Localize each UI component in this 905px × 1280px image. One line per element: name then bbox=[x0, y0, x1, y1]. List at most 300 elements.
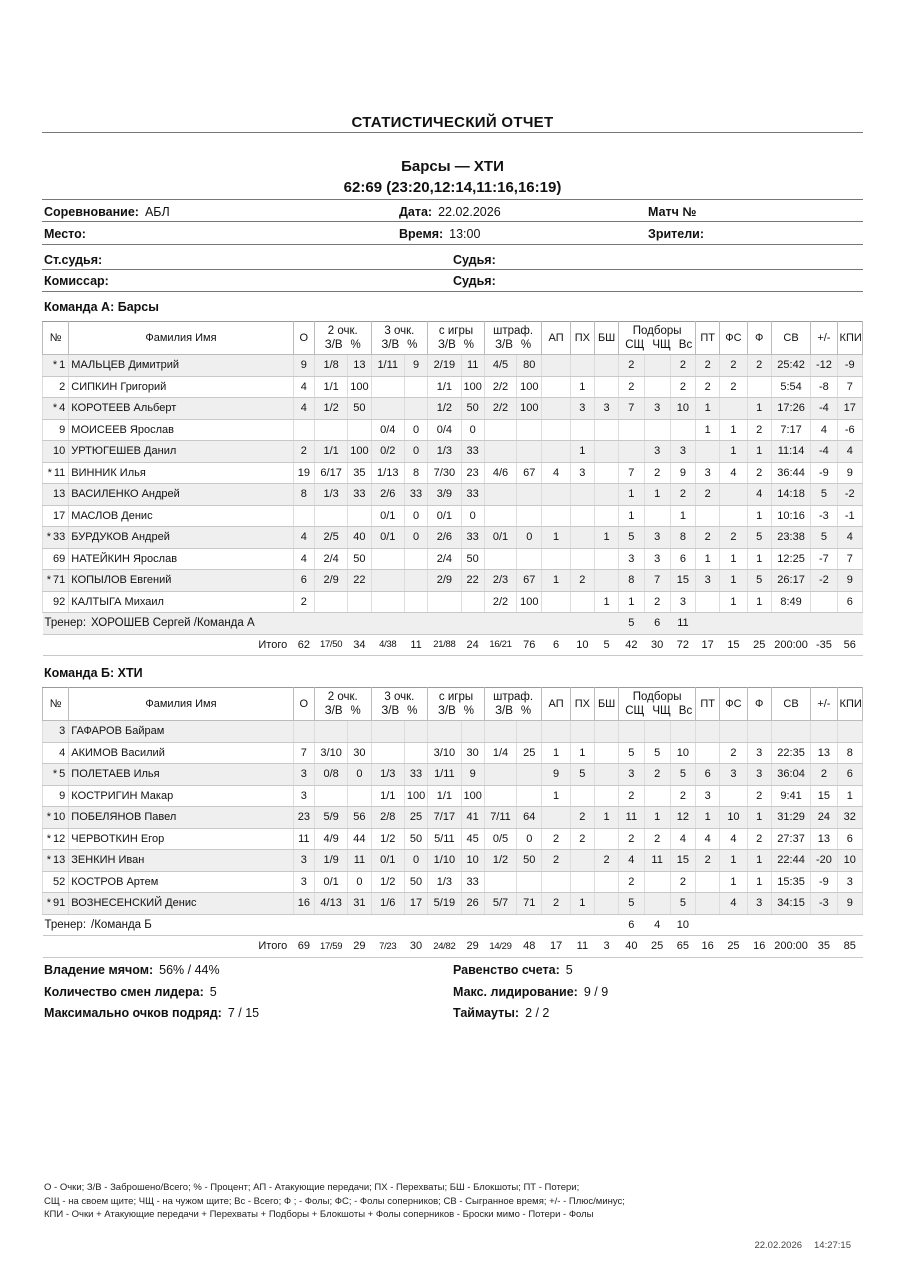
stat-pf: 3 bbox=[747, 893, 771, 915]
stat-min: 22:44 bbox=[771, 850, 810, 872]
stat-min: 22:35 bbox=[771, 742, 810, 764]
team-a-title: Команда А: Барсы bbox=[44, 300, 159, 314]
stat-pm: -3 bbox=[811, 893, 837, 915]
player-number bbox=[43, 871, 69, 893]
stat-fg3m: 1/13 bbox=[371, 462, 404, 484]
stat-pts: 11 bbox=[293, 828, 314, 850]
stat-blk bbox=[594, 484, 618, 506]
total-pts: 62 bbox=[293, 634, 314, 656]
jersey-number: 10 bbox=[53, 811, 66, 824]
stat-oreb bbox=[644, 355, 670, 377]
stat-pts: 2 bbox=[293, 441, 314, 463]
stat-eff: 6 bbox=[837, 828, 862, 850]
stat-ftp: 64 bbox=[517, 807, 542, 829]
stat-to: 6 bbox=[696, 764, 720, 786]
stat-oreb: 7 bbox=[644, 570, 670, 592]
player-name: ВАСИЛЕНКО Андрей bbox=[69, 484, 293, 506]
stat-dreb: 11 bbox=[619, 807, 644, 829]
stat-pm: 13 bbox=[811, 742, 837, 764]
stat-fd: 1 bbox=[720, 591, 747, 613]
stat-fg3p: 0 bbox=[404, 441, 427, 463]
player-row bbox=[43, 850, 863, 872]
commissioner-field bbox=[44, 274, 115, 288]
competition-value: АБЛ bbox=[144, 205, 170, 219]
col-pm: +/- bbox=[811, 688, 837, 721]
stat-fg3p bbox=[404, 742, 427, 764]
player-row bbox=[43, 591, 863, 613]
stat-pf: 2 bbox=[747, 828, 771, 850]
col-fd: ФС bbox=[720, 688, 747, 721]
info-divider-3 bbox=[42, 269, 863, 270]
coach-cell bbox=[43, 613, 619, 635]
coach-treb: 11 bbox=[670, 613, 695, 635]
player-name: БУРДУКОВ Андрей bbox=[69, 527, 293, 549]
stat-pf bbox=[747, 376, 771, 398]
stat-ast bbox=[542, 871, 570, 893]
stat-fg2p: 40 bbox=[348, 527, 371, 549]
stat-ftm bbox=[484, 419, 516, 441]
stat-pts: 16 bbox=[293, 893, 314, 915]
stat-oreb: 1 bbox=[644, 484, 670, 506]
stat-to bbox=[696, 893, 720, 915]
stat-to bbox=[696, 721, 720, 743]
stat-min: 7:17 bbox=[771, 419, 810, 441]
total-ftm: 16/21 bbox=[484, 634, 516, 656]
jersey-number: 11 bbox=[53, 466, 66, 479]
stat-oreb bbox=[644, 505, 670, 527]
stat-oreb: 2 bbox=[644, 591, 670, 613]
stat-blk bbox=[594, 828, 618, 850]
stat-treb: 3 bbox=[670, 441, 695, 463]
stat-ftm: 7/11 bbox=[484, 807, 516, 829]
total-dreb: 42 bbox=[619, 634, 644, 656]
stat-blk bbox=[594, 441, 618, 463]
total-to: 17 bbox=[696, 634, 720, 656]
stat-dreb bbox=[619, 721, 644, 743]
stat-fd: 3 bbox=[720, 764, 747, 786]
stat-stl: 5 bbox=[570, 764, 594, 786]
stat-fgp: 0 bbox=[461, 419, 484, 441]
stat-fg3m bbox=[371, 398, 404, 420]
stat-min: 31:29 bbox=[771, 807, 810, 829]
max-lead-field bbox=[453, 985, 608, 999]
stat-fd: 1 bbox=[720, 441, 747, 463]
player-number bbox=[43, 527, 69, 549]
stat-min: 23:38 bbox=[771, 527, 810, 549]
stat-fgm: 3/9 bbox=[428, 484, 461, 506]
stat-ftm: 2/3 bbox=[484, 570, 516, 592]
stat-fg2m bbox=[314, 785, 347, 807]
stat-fg2m bbox=[314, 591, 347, 613]
stat-fgm: 1/3 bbox=[428, 871, 461, 893]
stat-min: 8:49 bbox=[771, 591, 810, 613]
stat-fg2m: 0/8 bbox=[314, 764, 347, 786]
starter-mark: * bbox=[46, 897, 52, 910]
total-blk: 5 bbox=[594, 634, 618, 656]
jersey-number: 1 bbox=[59, 359, 66, 372]
stat-eff: 3 bbox=[837, 871, 862, 893]
stat-stl: 3 bbox=[570, 398, 594, 420]
stat-min: 34:15 bbox=[771, 893, 810, 915]
stat-pm: -20 bbox=[811, 850, 837, 872]
stat-fgp bbox=[461, 591, 484, 613]
total-eff: 85 bbox=[837, 936, 862, 958]
total-pm: -35 bbox=[811, 634, 837, 656]
stat-oreb: 5 bbox=[644, 742, 670, 764]
stat-fgm: 7/30 bbox=[428, 462, 461, 484]
empty-cell bbox=[837, 613, 862, 635]
total-stl: 10 bbox=[570, 634, 594, 656]
total-fgp: 29 bbox=[461, 936, 484, 958]
stat-stl: 3 bbox=[570, 462, 594, 484]
stat-pm: 4 bbox=[811, 419, 837, 441]
stat-fg2m: 1/3 bbox=[314, 484, 347, 506]
stat-stl: 1 bbox=[570, 376, 594, 398]
stat-dreb: 5 bbox=[619, 893, 644, 915]
empty-cell bbox=[771, 613, 810, 635]
stat-pts: 3 bbox=[293, 871, 314, 893]
stat-to bbox=[696, 441, 720, 463]
coach-dreb: 5 bbox=[619, 613, 644, 635]
stat-to bbox=[696, 505, 720, 527]
total-label: Итого bbox=[43, 936, 294, 958]
stat-pm: -7 bbox=[811, 548, 837, 570]
stat-blk: 1 bbox=[594, 527, 618, 549]
stat-ftp: 71 bbox=[517, 893, 542, 915]
stat-fgm: 2/4 bbox=[428, 548, 461, 570]
stat-blk bbox=[594, 548, 618, 570]
player-number bbox=[43, 484, 69, 506]
stat-ftm: 0/1 bbox=[484, 527, 516, 549]
time-field bbox=[399, 227, 480, 241]
jersey-number: 3 bbox=[59, 725, 66, 738]
stat-to: 2 bbox=[696, 355, 720, 377]
stat-fg2m bbox=[314, 505, 347, 527]
stat-treb bbox=[670, 721, 695, 743]
player-name: ПОБЕЛЯНОВ Павел bbox=[69, 807, 293, 829]
starter-mark: * bbox=[52, 768, 58, 781]
stat-fgp: 33 bbox=[461, 527, 484, 549]
stat-to bbox=[696, 591, 720, 613]
stat-pm: 13 bbox=[811, 828, 837, 850]
print-date: 22.02.2026 bbox=[754, 1240, 803, 1251]
stat-pf: 3 bbox=[747, 764, 771, 786]
player-number bbox=[43, 807, 69, 829]
starter-mark: * bbox=[52, 359, 58, 372]
stat-treb: 15 bbox=[670, 570, 695, 592]
stat-fg3p: 100 bbox=[404, 785, 427, 807]
player-number bbox=[43, 742, 69, 764]
possession-value: 56% / 44% bbox=[159, 963, 220, 977]
stat-min: 9:41 bbox=[771, 785, 810, 807]
jersey-number: 13 bbox=[53, 854, 66, 867]
starter-mark: * bbox=[46, 854, 52, 867]
stat-pf: 1 bbox=[747, 591, 771, 613]
stat-fgm: 1/10 bbox=[428, 850, 461, 872]
total-dreb: 40 bbox=[619, 936, 644, 958]
stat-fg2m: 1/1 bbox=[314, 441, 347, 463]
max-run-field bbox=[44, 1006, 259, 1020]
stat-fd: 10 bbox=[720, 807, 747, 829]
stat-eff: 32 bbox=[837, 807, 862, 829]
stat-stl: 2 bbox=[570, 570, 594, 592]
stat-ftm: 2/2 bbox=[484, 398, 516, 420]
col-reb: Подборы СЩ ЧЩ Вс bbox=[619, 322, 696, 355]
stat-fg3p: 33 bbox=[404, 484, 427, 506]
player-name: ПОЛЕТАЕВ Илья bbox=[69, 764, 293, 786]
stat-stl bbox=[570, 591, 594, 613]
team-b-title: Команда Б: ХТИ bbox=[44, 666, 143, 680]
player-row bbox=[43, 441, 863, 463]
stat-treb: 4 bbox=[670, 828, 695, 850]
stat-dreb: 2 bbox=[619, 871, 644, 893]
stat-pf: 1 bbox=[747, 505, 771, 527]
stat-fd: 2 bbox=[720, 742, 747, 764]
col-to: ПТ bbox=[696, 688, 720, 721]
stat-fg2m: 4/9 bbox=[314, 828, 347, 850]
stat-stl bbox=[570, 484, 594, 506]
player-name: ВИННИК Илья bbox=[69, 462, 293, 484]
stat-fg2p: 31 bbox=[348, 893, 371, 915]
stat-pf bbox=[747, 721, 771, 743]
stat-fgm: 2/6 bbox=[428, 527, 461, 549]
stat-to: 2 bbox=[696, 527, 720, 549]
stat-dreb: 8 bbox=[619, 570, 644, 592]
stat-eff: 7 bbox=[837, 376, 862, 398]
stat-stl: 1 bbox=[570, 742, 594, 764]
chief-ref-field bbox=[44, 253, 108, 267]
col-name: Фамилия Имя bbox=[69, 322, 293, 355]
stat-ftp: 0 bbox=[517, 828, 542, 850]
stat-stl bbox=[570, 721, 594, 743]
total-ftp: 48 bbox=[517, 936, 542, 958]
stat-fg2p bbox=[348, 591, 371, 613]
stat-fgm: 2/9 bbox=[428, 570, 461, 592]
stat-fg3p: 8 bbox=[404, 462, 427, 484]
stat-fgp: 30 bbox=[461, 742, 484, 764]
total-min: 200:00 bbox=[771, 634, 810, 656]
stat-treb: 2 bbox=[670, 484, 695, 506]
spectators-field bbox=[648, 227, 710, 241]
stat-ast bbox=[542, 484, 570, 506]
stat-fg2p: 33 bbox=[348, 484, 371, 506]
stat-pts: 8 bbox=[293, 484, 314, 506]
stat-ast bbox=[542, 355, 570, 377]
player-row bbox=[43, 893, 863, 915]
stat-fg2m: 1/2 bbox=[314, 398, 347, 420]
stat-oreb bbox=[644, 893, 670, 915]
stat-treb: 8 bbox=[670, 527, 695, 549]
commissioner-label: Комиссар: bbox=[44, 274, 109, 288]
stat-fg2p bbox=[348, 505, 371, 527]
total-fd: 25 bbox=[720, 936, 747, 958]
empty-cell bbox=[747, 613, 771, 635]
stat-fg3m bbox=[371, 548, 404, 570]
stat-ast bbox=[542, 721, 570, 743]
stat-fg2m: 4/13 bbox=[314, 893, 347, 915]
col-min: СВ bbox=[771, 688, 810, 721]
stat-ftp bbox=[517, 484, 542, 506]
stat-ast bbox=[542, 398, 570, 420]
player-row bbox=[43, 742, 863, 764]
starter-mark: * bbox=[46, 811, 52, 824]
stat-fg2m bbox=[314, 419, 347, 441]
player-row bbox=[43, 785, 863, 807]
stat-pm: 2 bbox=[811, 764, 837, 786]
stat-min: 25:42 bbox=[771, 355, 810, 377]
player-number bbox=[43, 570, 69, 592]
stat-dreb: 1 bbox=[619, 505, 644, 527]
stat-pts: 2 bbox=[293, 591, 314, 613]
stat-pts: 4 bbox=[293, 548, 314, 570]
referee1-field bbox=[453, 253, 502, 267]
stat-dreb bbox=[619, 441, 644, 463]
col-pts: О bbox=[293, 322, 314, 355]
stat-ast bbox=[542, 548, 570, 570]
player-name: ЧЕРВОТКИН Егор bbox=[69, 828, 293, 850]
col-name: Фамилия Имя bbox=[69, 688, 293, 721]
stat-min: 14:18 bbox=[771, 484, 810, 506]
stat-fgp: 0 bbox=[461, 505, 484, 527]
stat-stl: 1 bbox=[570, 441, 594, 463]
lead-changes-label: Количество смен лидера: bbox=[44, 985, 204, 999]
stat-fgm: 1/1 bbox=[428, 785, 461, 807]
match-teams: Барсы — ХТИ bbox=[401, 158, 504, 175]
stat-fd: 2 bbox=[720, 527, 747, 549]
col-min: СВ bbox=[771, 322, 810, 355]
stat-fgm: 0/1 bbox=[428, 505, 461, 527]
stat-to: 1 bbox=[696, 548, 720, 570]
stat-fgp: 50 bbox=[461, 398, 484, 420]
stat-dreb: 5 bbox=[619, 742, 644, 764]
match-no-label: Матч № bbox=[648, 205, 697, 219]
player-name: КАЛТЫГА Михаил bbox=[69, 591, 293, 613]
stat-pm: -8 bbox=[811, 376, 837, 398]
stat-eff: 9 bbox=[837, 570, 862, 592]
stat-oreb bbox=[644, 721, 670, 743]
stat-pf: 1 bbox=[747, 850, 771, 872]
stat-ast: 2 bbox=[542, 850, 570, 872]
player-row bbox=[43, 355, 863, 377]
col-pts: О bbox=[293, 688, 314, 721]
player-number bbox=[43, 828, 69, 850]
stat-pts: 4 bbox=[293, 527, 314, 549]
col-ft: штраф. З/В % bbox=[484, 688, 542, 721]
stat-fd: 2 bbox=[720, 376, 747, 398]
col-no: № bbox=[43, 322, 69, 355]
match-no-field bbox=[648, 205, 702, 219]
stat-ast bbox=[542, 591, 570, 613]
coach-row bbox=[43, 613, 863, 635]
stat-fgp: 100 bbox=[461, 785, 484, 807]
empty-cell bbox=[720, 914, 747, 936]
stat-fg2p: 0 bbox=[348, 871, 371, 893]
stat-pts bbox=[293, 721, 314, 743]
stat-dreb: 2 bbox=[619, 828, 644, 850]
stat-treb: 15 bbox=[670, 850, 695, 872]
max-lead-label: Макс. лидирование: bbox=[453, 985, 578, 999]
stat-min: 15:35 bbox=[771, 871, 810, 893]
title-divider bbox=[42, 132, 863, 133]
stat-fgp: 33 bbox=[461, 441, 484, 463]
stat-fgp: 11 bbox=[461, 355, 484, 377]
stat-stl bbox=[570, 785, 594, 807]
stat-blk: 3 bbox=[594, 398, 618, 420]
stat-min bbox=[771, 721, 810, 743]
player-name: УРТЮГЕШЕВ Данил bbox=[69, 441, 293, 463]
stat-ftp bbox=[517, 871, 542, 893]
stat-fg2p bbox=[348, 721, 371, 743]
stat-fd: 1 bbox=[720, 570, 747, 592]
stat-ast: 4 bbox=[542, 462, 570, 484]
stat-ftp: 100 bbox=[517, 591, 542, 613]
stat-pm: 15 bbox=[811, 785, 837, 807]
total-to: 16 bbox=[696, 936, 720, 958]
stat-pts: 3 bbox=[293, 785, 314, 807]
player-number bbox=[43, 548, 69, 570]
stat-fd: 4 bbox=[720, 462, 747, 484]
player-name: ВОЗНЕСЕНСКИЙ Денис bbox=[69, 893, 293, 915]
jersey-number: 13 bbox=[53, 488, 66, 501]
stat-fg3p bbox=[404, 570, 427, 592]
stat-pf: 2 bbox=[747, 785, 771, 807]
player-row bbox=[43, 527, 863, 549]
stat-eff: 10 bbox=[837, 850, 862, 872]
empty-cell bbox=[696, 914, 720, 936]
player-row bbox=[43, 807, 863, 829]
stat-dreb: 5 bbox=[619, 527, 644, 549]
player-row bbox=[43, 721, 863, 743]
stat-fg3p bbox=[404, 721, 427, 743]
stat-fd bbox=[720, 721, 747, 743]
empty-cell bbox=[720, 613, 747, 635]
stat-oreb bbox=[644, 376, 670, 398]
report-title: СТАТИСТИЧЕСКИЙ ОТЧЕТ bbox=[351, 114, 554, 131]
stat-eff: 4 bbox=[837, 527, 862, 549]
coach-cell bbox=[43, 914, 619, 936]
stat-fg2p: 35 bbox=[348, 462, 371, 484]
total-ast: 17 bbox=[542, 936, 570, 958]
print-timestamp bbox=[742, 1240, 851, 1251]
stat-fg2p: 22 bbox=[348, 570, 371, 592]
player-row bbox=[43, 462, 863, 484]
stat-pts: 7 bbox=[293, 742, 314, 764]
total-min: 200:00 bbox=[771, 936, 810, 958]
stat-pm: -9 bbox=[811, 871, 837, 893]
stat-blk bbox=[594, 570, 618, 592]
stat-dreb: 2 bbox=[619, 376, 644, 398]
col-stl: ПХ bbox=[570, 688, 594, 721]
stat-fgp: 23 bbox=[461, 462, 484, 484]
time-value: 13:00 bbox=[449, 227, 481, 241]
total-pf: 16 bbox=[747, 936, 771, 958]
stat-dreb: 1 bbox=[619, 591, 644, 613]
col-eff: КПИ bbox=[837, 322, 862, 355]
player-name: КОПЫЛОВ Евгений bbox=[69, 570, 293, 592]
player-number bbox=[43, 721, 69, 743]
stat-blk: 1 bbox=[594, 807, 618, 829]
date-label: Дата: bbox=[399, 205, 433, 219]
player-number bbox=[43, 591, 69, 613]
info-divider-2 bbox=[42, 244, 863, 245]
stat-ftp bbox=[517, 419, 542, 441]
stat-stl bbox=[570, 850, 594, 872]
stat-ftp bbox=[517, 721, 542, 743]
empty-cell bbox=[811, 914, 837, 936]
col-eff: КПИ bbox=[837, 688, 862, 721]
stat-blk bbox=[594, 871, 618, 893]
total-fgm: 21/88 bbox=[428, 634, 461, 656]
